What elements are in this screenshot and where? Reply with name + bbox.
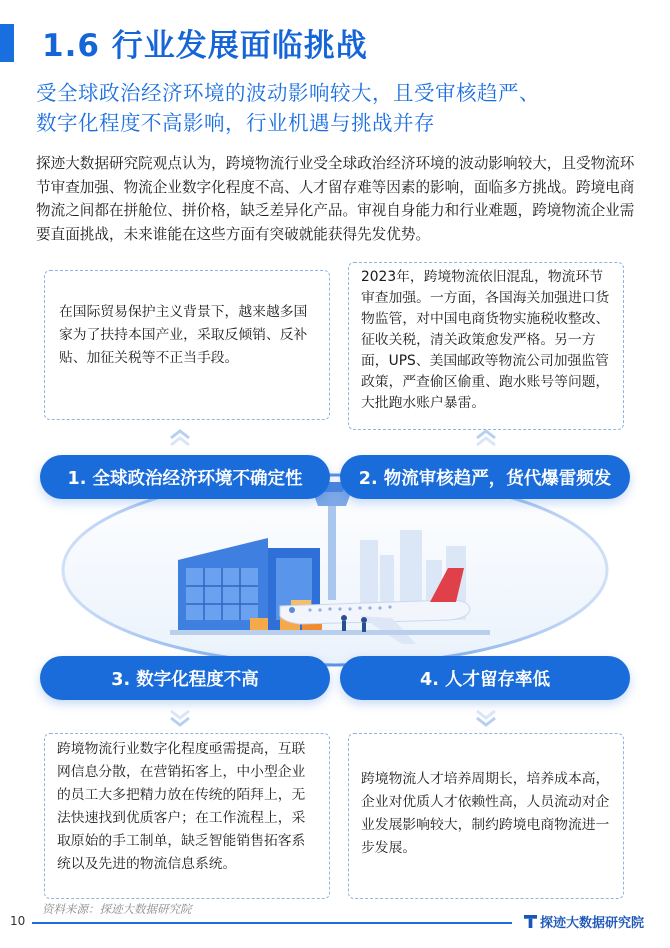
ground-strip bbox=[170, 630, 490, 635]
challenge-1-label: 1. 全球政治经济环境不确定性 bbox=[40, 455, 330, 499]
challenge-1-description: 在国际贸易保护主义背景下，越来越多国家为了扶持本国产业，采取反倾销、反补贴、加征关税等不正当手段。 bbox=[44, 270, 330, 420]
page-title: 1.6 行业发展面临挑战 bbox=[42, 28, 368, 64]
chevron-up-icon bbox=[474, 428, 498, 448]
chevron-up-icon bbox=[168, 428, 192, 448]
page-subtitle bbox=[36, 78, 646, 138]
subtitle-line-2: 数字化程度不高影响，行业机遇与挑战并存 bbox=[36, 111, 435, 135]
challenge-2-label: 2. 物流审核趋严，货代爆雷频发 bbox=[340, 455, 630, 499]
subtitle-line-1: 受全球政治经济环境的波动影响较大，且受审核趋严、 bbox=[36, 81, 540, 105]
chevron-down-icon bbox=[474, 708, 498, 728]
intro-paragraph: 探迹大数据研究院观点认为，跨境物流行业受全球政治经济环境的波动影响较大，且受物流环节审查加强、物流企业数字化程度不高、人才留存难等因素的影响，面临多方挑战。跨境电商物流之间都在拼舱位、拼价格，缺乏差异化产品。审视自身能力和行业难题，跨境物流企业需要直面挑战，未来谁能在这些方面有突破就能获得先发优势。 bbox=[36, 155, 635, 243]
footer-rule bbox=[32, 922, 512, 924]
challenge-4-label: 4. 人才留存率低 bbox=[340, 656, 630, 700]
page-number: 10 bbox=[10, 914, 26, 928]
challenge-3-label: 3. 数字化程度不高 bbox=[40, 656, 330, 700]
chevron-down-icon bbox=[168, 708, 192, 728]
brand-icon bbox=[524, 915, 537, 928]
challenge-2-description: 2023年，跨境物流依旧混乱，物流环节审查加强。一方面，各国海关加强进口货物监管，对中国电商货物实施税收整改、征收关税，清关政策愈发严格。另一方面，UPS、美国邮政等物流公司加强监管政策，严查偷区偷重、跑水账号等问题，大批跑水账户暴雷。 bbox=[348, 262, 624, 430]
source-note: 资料来源：探迹大数据研究院 bbox=[42, 902, 192, 916]
challenge-3-description: 跨境物流行业数字化程度亟需提高，互联网信息分散，在营销拓客上，中小型企业的员工大多把精力放在传统的陌拜上，无法快速找到优质客户；在工作流程上，采取原始的手工制单，缺乏智能销售拓客系统以及先进的物流信息系统。 bbox=[44, 733, 330, 899]
brand-logo bbox=[524, 912, 644, 931]
challenge-4-description: 跨境物流人才培养周期长，培养成本高，企业对优质人才依赖性高，人员流动对企业发展影响较大，制约跨境电商物流进一步发展。 bbox=[348, 733, 624, 899]
brand-name: 探迹大数据研究院 bbox=[540, 916, 645, 931]
title-accent-bar bbox=[0, 24, 14, 62]
